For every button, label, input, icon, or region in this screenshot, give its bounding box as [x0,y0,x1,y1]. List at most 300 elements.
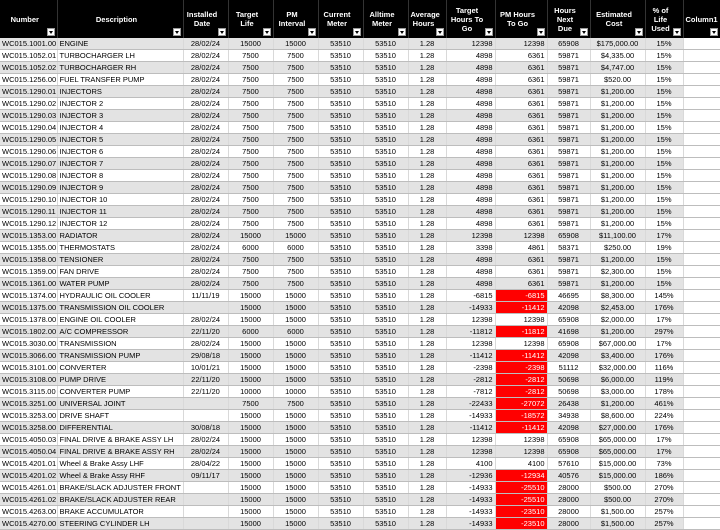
table-cell[interactable]: 15000 [273,362,318,374]
table-cell[interactable] [683,470,720,482]
table-cell[interactable]: 17% [645,434,683,446]
table-cell[interactable]: $1,200.00 [590,182,645,194]
table-cell[interactable]: Wheel & Brake Assy LHF [57,458,183,470]
table-cell[interactable]: FINAL DRIVE & BRAKE ASSY LH [57,434,183,446]
table-cell[interactable]: 59871 [547,170,590,182]
table-cell[interactable]: 28/02/24 [183,446,228,458]
table-cell[interactable]: 12398 [446,230,495,242]
table-cell[interactable]: 7500 [228,86,273,98]
table-cell[interactable]: WC015.1290.11 [2,207,56,216]
table-cell[interactable]: $1,200.00 [590,86,645,98]
table-row[interactable] [0,146,720,158]
table-cell[interactable]: -14933 [446,482,495,494]
table-cell[interactable]: 145% [645,290,683,302]
table-cell[interactable]: 53510 [363,134,408,146]
table-cell[interactable]: 28/02/24 [183,134,228,146]
table-cell[interactable]: $1,200.00 [590,206,645,218]
table-cell[interactable]: WC015.1290.01 [2,87,57,96]
table-cell[interactable]: 6361 [495,110,547,122]
table-cell[interactable]: $250.00 [590,242,645,254]
table-cell[interactable]: 53510 [318,206,363,218]
table-cell[interactable]: 28000 [547,494,590,506]
table-cell[interactable]: 28/02/24 [183,158,228,170]
table-cell[interactable] [683,398,720,410]
table-cell[interactable]: 7500 [228,266,273,278]
table-cell[interactable]: TRANSMISSION PUMP [57,350,183,362]
table-cell[interactable]: 53510 [363,326,408,338]
table-cell[interactable]: 59871 [547,86,590,98]
table-cell[interactable]: 26438 [547,398,590,410]
table-row[interactable] [0,266,720,278]
table-cell[interactable]: 41698 [547,326,590,338]
table-cell[interactable]: 4898 [446,86,495,98]
table-cell[interactable]: WC015.1374.00 [2,291,57,300]
table-cell[interactable] [683,74,720,86]
table-cell[interactable]: 53510 [363,254,408,266]
table-cell[interactable]: 4898 [446,74,495,86]
table-cell[interactable]: 17% [645,230,683,242]
table-cell[interactable]: 6361 [495,122,547,134]
table-row[interactable] [0,398,720,410]
table-cell[interactable]: 186% [645,470,683,482]
table-cell[interactable]: INJECTOR 11 [57,206,183,218]
table-cell[interactable]: WC015.4261.01 [2,483,57,492]
table-cell[interactable]: 1.28 [408,194,446,206]
table-cell[interactable]: 15000 [228,230,273,242]
table-cell[interactable]: 178% [645,386,683,398]
table-cell[interactable]: 6000 [273,326,318,338]
table-row[interactable] [0,434,720,446]
table-cell[interactable] [683,62,720,74]
table-cell[interactable]: 6361 [495,158,547,170]
filter-dropdown-icon[interactable] [398,28,406,36]
table-cell[interactable]: 59871 [547,206,590,218]
table-cell[interactable] [683,518,720,530]
table-cell[interactable]: 53510 [363,398,408,410]
table-row[interactable] [0,98,720,110]
table-cell[interactable]: 7500 [228,62,273,74]
table-cell[interactable]: 12398 [446,314,495,326]
table-cell[interactable]: WC015.3251.00 [2,399,57,408]
table-cell[interactable]: 53510 [318,458,363,470]
table-cell[interactable]: 15000 [228,458,273,470]
table-cell[interactable] [683,302,720,314]
table-cell[interactable]: 53510 [318,410,363,422]
table-cell[interactable]: 11/11/19 [183,290,228,302]
table-cell[interactable] [683,254,720,266]
table-cell[interactable]: 28/02/24 [183,122,228,134]
table-cell[interactable]: 53510 [363,98,408,110]
table-cell[interactable]: 6361 [495,74,547,86]
table-cell[interactable] [683,326,720,338]
table-cell[interactable]: 1.28 [408,122,446,134]
table-cell[interactable]: 1.28 [408,230,446,242]
table-cell[interactable]: 53510 [318,158,363,170]
table-cell[interactable]: 65908 [547,446,590,458]
table-cell[interactable]: 53510 [318,470,363,482]
filter-dropdown-icon[interactable] [635,28,643,36]
table-cell[interactable]: -12936 [446,470,495,482]
table-cell[interactable]: WC015.1361.00 [2,279,57,288]
table-cell[interactable]: 09/11/17 [183,470,228,482]
table-cell[interactable]: 4898 [446,278,495,290]
table-cell[interactable]: 6361 [495,62,547,74]
table-cell[interactable]: $2,300.00 [590,266,645,278]
table-cell[interactable]: 10000 [273,386,318,398]
table-cell[interactable]: $65,000.00 [590,434,645,446]
table-cell[interactable]: 42098 [547,422,590,434]
table-cell[interactable]: 4898 [446,194,495,206]
table-cell[interactable]: 59871 [547,98,590,110]
table-cell[interactable]: 34938 [547,410,590,422]
table-cell[interactable]: 6000 [228,242,273,254]
table-cell[interactable]: 53510 [363,362,408,374]
table-cell[interactable]: -6815 [446,290,495,302]
table-cell[interactable]: 7500 [228,74,273,86]
table-cell[interactable]: 7500 [228,98,273,110]
table-cell[interactable]: 12398 [495,338,547,350]
table-cell[interactable]: 28/02/24 [183,146,228,158]
table-cell[interactable]: 12398 [446,38,495,50]
table-cell[interactable] [683,182,720,194]
table-cell[interactable]: 4898 [446,50,495,62]
table-cell[interactable]: 53510 [363,350,408,362]
table-cell[interactable]: -12934 [495,470,547,482]
table-cell[interactable]: 7500 [273,170,318,182]
table-cell[interactable]: -11412 [495,350,547,362]
table-cell[interactable]: $1,200.00 [590,194,645,206]
table-cell[interactable]: WC015.1290.09 [2,183,57,192]
column-header[interactable] [0,0,57,38]
table-cell[interactable]: INJECTOR 8 [57,170,183,182]
table-cell[interactable]: 59871 [547,122,590,134]
table-cell[interactable]: 53510 [318,362,363,374]
table-cell[interactable]: 17% [645,314,683,326]
table-cell[interactable]: 50698 [547,374,590,386]
table-cell[interactable]: -2812 [495,386,547,398]
table-cell[interactable] [683,458,720,470]
table-cell[interactable]: 59871 [547,218,590,230]
table-cell[interactable]: 28/02/24 [183,50,228,62]
table-cell[interactable]: 1.28 [408,434,446,446]
table-cell[interactable]: 65908 [547,338,590,350]
table-cell[interactable] [183,398,228,410]
table-cell[interactable]: 15000 [273,410,318,422]
table-cell[interactable] [683,374,720,386]
column-header[interactable] [547,0,590,38]
table-cell[interactable]: $1,200.00 [590,398,645,410]
table-cell[interactable]: 15% [645,182,683,194]
table-cell[interactable]: WC015.1290.12 [2,219,57,228]
table-cell[interactable]: FINAL DRIVE & BRAKE ASSY RH [57,446,183,458]
table-cell[interactable] [683,434,720,446]
table-cell[interactable]: 15% [645,86,683,98]
table-cell[interactable]: 224% [645,410,683,422]
table-cell[interactable]: 22/11/20 [183,374,228,386]
table-cell[interactable]: WC015.3253.00 [2,411,57,420]
table-cell[interactable]: WC015.3066.00 [2,351,57,360]
table-cell[interactable]: 10/01/21 [183,362,228,374]
table-cell[interactable]: 53510 [363,434,408,446]
table-cell[interactable]: 46695 [547,290,590,302]
table-cell[interactable]: 22/11/20 [183,386,228,398]
table-cell[interactable]: -14933 [446,494,495,506]
table-cell[interactable]: 7500 [228,254,273,266]
table-cell[interactable]: INJECTOR 2 [57,98,183,110]
table-cell[interactable]: -11412 [446,422,495,434]
table-cell[interactable]: 15% [645,206,683,218]
table-cell[interactable]: 53510 [318,62,363,74]
table-row[interactable] [0,302,720,314]
table-cell[interactable]: WC015.1290.02 [2,99,57,108]
table-cell[interactable]: 1.28 [408,266,446,278]
table-cell[interactable]: 461% [645,398,683,410]
table-cell[interactable]: 1.28 [408,350,446,362]
table-cell[interactable] [683,242,720,254]
table-cell[interactable] [683,338,720,350]
table-cell[interactable]: 1.28 [408,374,446,386]
table-cell[interactable]: 28/02/24 [183,170,228,182]
table-cell[interactable]: WATER PUMP [57,278,183,290]
table-cell[interactable]: INJECTOR 3 [57,110,183,122]
table-cell[interactable]: 15000 [273,350,318,362]
table-cell[interactable]: 1.28 [408,326,446,338]
table-cell[interactable]: 4861 [495,242,547,254]
filter-dropdown-icon[interactable] [436,28,444,36]
table-row[interactable] [0,422,720,434]
table-cell[interactable]: 15000 [273,518,318,530]
table-cell[interactable]: $1,500.00 [590,506,645,518]
table-cell[interactable]: 28/02/24 [183,206,228,218]
table-cell[interactable]: 1.28 [408,74,446,86]
table-cell[interactable]: 7500 [228,122,273,134]
table-cell[interactable]: 15000 [273,302,318,314]
table-cell[interactable]: 6361 [495,98,547,110]
table-cell[interactable] [683,194,720,206]
table-cell[interactable]: 53510 [363,266,408,278]
table-row[interactable] [0,182,720,194]
table-cell[interactable]: WC015.1375.00 [2,303,57,312]
table-cell[interactable]: 17% [645,446,683,458]
table-cell[interactable]: 53510 [318,374,363,386]
table-cell[interactable]: 6361 [495,170,547,182]
table-cell[interactable]: 53510 [318,74,363,86]
table-cell[interactable]: 59871 [547,62,590,74]
table-cell[interactable]: 15000 [228,422,273,434]
table-cell[interactable]: 4898 [446,266,495,278]
table-row[interactable] [0,470,720,482]
table-cell[interactable]: 53510 [318,266,363,278]
table-cell[interactable]: 7500 [273,254,318,266]
table-cell[interactable]: -14933 [446,302,495,314]
table-cell[interactable]: 1.28 [408,446,446,458]
table-cell[interactable]: 53510 [318,170,363,182]
table-cell[interactable] [683,146,720,158]
column-header[interactable] [446,0,495,38]
table-cell[interactable]: 59871 [547,254,590,266]
table-cell[interactable] [683,170,720,182]
table-cell[interactable]: 53510 [363,446,408,458]
table-cell[interactable]: $1,200.00 [590,122,645,134]
table-cell[interactable]: 15000 [228,350,273,362]
table-cell[interactable]: 10000 [228,386,273,398]
table-cell[interactable] [683,134,720,146]
table-cell[interactable]: ENGINE OIL COOLER [57,314,183,326]
table-row[interactable] [0,374,720,386]
table-cell[interactable] [683,410,720,422]
table-cell[interactable]: $4,335.00 [590,50,645,62]
table-cell[interactable] [183,506,228,518]
filter-dropdown-icon[interactable] [710,28,718,36]
table-cell[interactable]: STEERING CYLINDER LH [57,518,183,530]
table-cell[interactable]: 15000 [228,362,273,374]
table-row[interactable] [0,314,720,326]
filter-dropdown-icon[interactable] [353,28,361,36]
table-cell[interactable]: WC015.1290.08 [2,171,57,180]
table-cell[interactable]: -22433 [446,398,495,410]
table-cell[interactable] [683,422,720,434]
table-cell[interactable]: 15% [645,218,683,230]
table-cell[interactable]: 59871 [547,146,590,158]
table-cell[interactable]: RADIATOR [57,230,183,242]
table-cell[interactable]: 7500 [273,122,318,134]
table-cell[interactable]: 59871 [547,266,590,278]
table-cell[interactable]: 53510 [318,98,363,110]
table-cell[interactable]: 15000 [228,506,273,518]
table-cell[interactable]: 28/02/24 [183,38,228,50]
table-cell[interactable]: 1.28 [408,182,446,194]
table-cell[interactable]: BRAKE/SLACK ADJUSTER FRONT [57,482,183,494]
table-cell[interactable] [683,218,720,230]
table-cell[interactable]: 53510 [318,38,363,50]
table-cell[interactable]: 6361 [495,134,547,146]
table-cell[interactable] [683,38,720,50]
table-cell[interactable]: 53510 [363,386,408,398]
table-cell[interactable]: 7500 [273,74,318,86]
table-cell[interactable] [683,50,720,62]
table-cell[interactable]: -25510 [495,482,547,494]
table-cell[interactable]: WC015.4050.04 [2,447,57,456]
table-cell[interactable]: 6361 [495,206,547,218]
table-cell[interactable]: 7500 [228,50,273,62]
table-cell[interactable]: -2812 [446,374,495,386]
table-row[interactable] [0,170,720,182]
table-row[interactable] [0,122,720,134]
table-cell[interactable]: 7500 [273,398,318,410]
table-cell[interactable]: 59871 [547,182,590,194]
table-cell[interactable]: 1.28 [408,98,446,110]
table-cell[interactable]: 7500 [273,182,318,194]
table-cell[interactable]: $11,100.00 [590,230,645,242]
table-cell[interactable] [183,518,228,530]
table-cell[interactable]: 6361 [495,278,547,290]
table-cell[interactable]: -14933 [446,410,495,422]
table-cell[interactable]: 53510 [318,302,363,314]
table-cell[interactable] [683,314,720,326]
table-row[interactable] [0,326,720,338]
table-row[interactable] [0,194,720,206]
table-row[interactable] [0,74,720,86]
table-cell[interactable]: 4100 [495,458,547,470]
table-cell[interactable]: 53510 [318,146,363,158]
table-cell[interactable]: Wheel & Brake Assy RHF [57,470,183,482]
table-cell[interactable]: 53510 [318,506,363,518]
table-cell[interactable]: $4,747.00 [590,62,645,74]
table-cell[interactable]: 116% [645,362,683,374]
table-cell[interactable]: $6,000.00 [590,374,645,386]
table-cell[interactable]: FAN DRIVE [57,266,183,278]
table-cell[interactable]: 28/02/24 [183,98,228,110]
table-cell[interactable]: 12398 [495,446,547,458]
table-cell[interactable]: 29/08/18 [183,350,228,362]
table-cell[interactable]: -11412 [495,302,547,314]
table-cell[interactable]: WC015.4263.00 [2,507,57,516]
table-cell[interactable]: 176% [645,422,683,434]
table-cell[interactable]: $2,000.00 [590,314,645,326]
table-cell[interactable]: WC015.1256.00 [2,75,57,84]
table-cell[interactable] [683,86,720,98]
table-cell[interactable]: 28/02/24 [183,278,228,290]
table-cell[interactable]: 1.28 [408,146,446,158]
table-cell[interactable]: 176% [645,350,683,362]
table-row[interactable] [0,506,720,518]
table-row[interactable] [0,446,720,458]
table-cell[interactable]: 15% [645,38,683,50]
table-cell[interactable]: 28/02/24 [183,110,228,122]
table-cell[interactable]: 50698 [547,386,590,398]
table-cell[interactable]: 15000 [273,422,318,434]
table-cell[interactable]: 53510 [318,446,363,458]
table-cell[interactable]: WC015.4201.02 [2,471,57,480]
table-cell[interactable]: 15000 [228,494,273,506]
table-cell[interactable]: 30/08/18 [183,422,228,434]
table-cell[interactable]: 59871 [547,134,590,146]
table-cell[interactable]: -11412 [446,350,495,362]
table-row[interactable] [0,386,720,398]
table-cell[interactable]: 1.28 [408,422,446,434]
table-row[interactable] [0,218,720,230]
table-cell[interactable]: 15000 [228,434,273,446]
column-header[interactable] [590,0,645,38]
table-cell[interactable]: 1.28 [408,242,446,254]
table-cell[interactable]: $1,200.00 [590,218,645,230]
table-row[interactable] [0,518,720,530]
table-cell[interactable]: 297% [645,326,683,338]
table-cell[interactable]: 53510 [363,374,408,386]
table-cell[interactable]: 7500 [273,62,318,74]
table-cell[interactable]: 7500 [273,158,318,170]
table-cell[interactable]: 6361 [495,266,547,278]
table-cell[interactable]: 28/02/24 [183,266,228,278]
table-cell[interactable]: 65908 [547,230,590,242]
table-cell[interactable]: 59871 [547,50,590,62]
table-row[interactable] [0,38,720,50]
table-cell[interactable]: 15% [645,254,683,266]
table-cell[interactable]: 28/02/24 [183,194,228,206]
table-cell[interactable]: 15000 [228,470,273,482]
table-cell[interactable]: 1.28 [408,518,446,530]
table-cell[interactable]: 28000 [547,482,590,494]
table-cell[interactable]: WC015.1358.00 [2,255,57,264]
table-cell[interactable]: -6815 [495,290,547,302]
table-row[interactable] [0,350,720,362]
table-cell[interactable]: 15000 [228,482,273,494]
table-cell[interactable]: CONVERTER PUMP [57,386,183,398]
table-cell[interactable]: 28/02/24 [183,86,228,98]
table-cell[interactable]: WC015.1802.00 [2,327,57,336]
table-row[interactable] [0,338,720,350]
table-cell[interactable]: 28/02/24 [183,242,228,254]
